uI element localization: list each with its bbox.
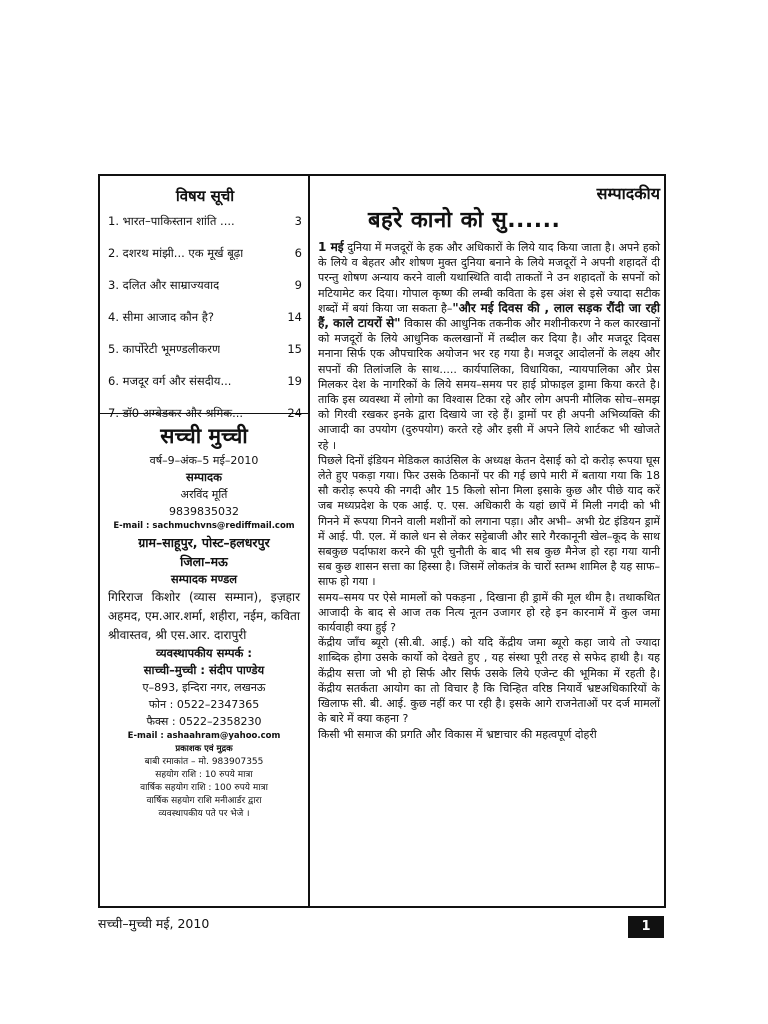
toc-item-label: 3. दलित और साम्राज्यवाद (108, 278, 220, 292)
management-fax: फैक्स : 0522–2358230 (146, 715, 262, 728)
paragraph: किसी भी समाज की प्रगति और विकास में भ्रष्टाचार की महत्वपूर्ण दोहरी (318, 727, 597, 741)
issue-info: वर्ष–9–अंक–5 मई–2010 (149, 454, 259, 467)
toc-item-label: 6. मजदूर वर्ग और संसदीय... (108, 374, 232, 388)
footer-text: सच्ची–मुच्ची मई, 2010 (98, 916, 210, 931)
publisher-name: बाबी रमाकांत – मो. 983907355 (144, 757, 264, 767)
toc-item-label: 5. कार्पोरेटी भूमण्डलीकरण (108, 342, 221, 356)
section-label: सम्पादकीय (596, 184, 660, 203)
paragraph-text: दुनिया में मजदूरों के हक और अधिकारों के लिये याद किया जाता है। अपने हको के लिये व बेहतर और शोषण मुक्त दुनिया बनाने के लिये मजदूरों ने अपनी शहादतें दी परन्तु शोषण अन्याय करने वाली यथास्थिति वादी ताकतों ने उन शहादतों के सपनों को मटियामेट कर दिया। गोपाल कृष्ण की लम्बी कविता के इस अंश से इसे ज्यादा सटीक शब्दों में बयां किया जा सकता है– (318, 241, 660, 315)
support-line: सहयोग राशि : 10 रुपये मात्रा (155, 770, 253, 780)
page-number: 1 (628, 916, 664, 938)
magazine-name: सच्ची मुच्ची (160, 424, 248, 448)
editorial-headline: बहरे कानो को सु...... (368, 208, 561, 233)
editor-email: E-mail : sachmuchvns@rediffmail.com (113, 521, 295, 531)
toc-item-page: 14 (287, 310, 302, 324)
toc-item-page: 9 (294, 278, 302, 292)
toc-item-page: 6 (294, 246, 302, 260)
paragraph: समय–समय पर ऐसे मामलों को पकड़ना , दिखाना ही ड्रामें की मूल थीम है। तथाकथित आजादी के बाद से आज तक नित्य नूतन उजागर हो रहे इन कारनामें में कुल जमा कार्यवाही क्या हुई ? (318, 590, 660, 635)
toc-item[interactable] (108, 278, 302, 292)
village-address: ग्राम–साहूपुर, पोस्ट–हलधरपुर (138, 535, 270, 550)
management-label: व्यवस्थापकीय सम्पर्क : (156, 646, 252, 660)
paragraph (318, 240, 660, 453)
management-phone: फोन : 0522–2347365 (148, 698, 260, 711)
toc-item-label: 2. दशरथ मांझी... एक मूर्ख बूढ़ा (108, 246, 244, 260)
toc-item-label: 1. भारत–पाकिस्तान शांति .... (108, 214, 235, 228)
publisher-label: प्रकाशक एवं मुद्रक (175, 744, 233, 754)
toc-item-page: 15 (287, 342, 302, 356)
editor-label: सम्पादक (186, 470, 222, 484)
toc-item[interactable] (108, 246, 302, 260)
management-address: ए–893, इन्दिरा नगर, लखनऊ (142, 681, 266, 694)
board-label: सम्पादक मण्डल (170, 572, 238, 586)
paragraph: केंद्रीय जाँच ब्यूरो (सी.बी. आई.) को यदि केंद्रीय जमा ब्यूरो कहा जाये तो ज्यादा शाब्दिक होगा उसके कार्यो को देखते हुए , यह संस्था पूरी तरह से सफेद हाथी है। यह केंद्रीय सत्ता जो भी हो सिर्फ और सिर्फ उसके लिये एजेन्ट की भूमिका में रहती है। केंद्रीय सतर्कता आयोग का तो विचार है कि चिन्हित वरिष्ठ नियार्वे भ्रष्टअधिकारियों के खिलाफ सी. बी. आई. कुछ नहीं कर पा रही है। इसके आगे राजनेताओं पर दर्ज मामलों के बारे में क्या कहना ? (318, 636, 660, 726)
support-line: वार्षिक सहयोग राशि मनीआर्डर द्वारा (146, 796, 262, 806)
toc-item-page: 3 (294, 214, 302, 228)
poem-quote: "और मई दिवस की , लाल सड़क रौंदी जा रही हैं, काले टायरों से" (318, 300, 660, 331)
toc-item[interactable] (108, 310, 302, 324)
lead-text: 1 मई (318, 240, 344, 254)
toc-item[interactable] (108, 214, 302, 228)
masthead (100, 414, 308, 821)
paragraph-text: विकास की आधुनिक तकनीक और मशीनीकरण ने कल कारखानों को मजदूरों के लिये आधुनिक कत्लखानों में तब्दील कर दिया है। और मजदूर दिवस मनाना सिर्फ एक औपचारिक अयोजन भर रह गया है। मजदूर आदोलनों के लक्ष्य और सपनों की तिलांजलि के साथ..... कार्यपालिका, विधायिका, न्यायपालिका और प्रेस मिलकर देश के नागरिकों के लिये समय–समय पर हाई प्रोफाइल ड्रामा किया करते है। ताकि इस व्यवस्था में लोगो का विश्वास टिका रहे और लोग अपनी मौलिक सोच–समझ को गिरवी रखकर इनके द्वारा दिखाये जा रहे हैं। ड्रामों पर ही अपनी अभिव्यक्ति की आजादी का उपयोग (दुरुपयोग) करते रहे और इसी में अपने लिये शार्टकट भी खोजते रहे । (318, 317, 660, 452)
district: जिला–मऊ (180, 554, 228, 569)
toc-item[interactable] (108, 342, 302, 356)
page-frame (98, 174, 666, 908)
sidebar (100, 176, 310, 906)
toc-item-label: 7. डॉ0 अम्बेडकर और श्रमिक... (108, 406, 244, 420)
toc-item-label: 4. सीमा आजाद कौन है? (108, 310, 214, 324)
table-of-contents (100, 176, 308, 420)
toc-item-page: 19 (287, 374, 302, 388)
support-line: वार्षिक सहयोग राशि : 100 रुपये मात्रा (140, 783, 268, 793)
board-members: गिरिराज किशोर (व्यास सम्मान), इज़हार अहमद, एम.आर.शर्मा, शहीरा, नईम, कविता श्रीवास्तव, श्री एस.आर. दारापुरी (108, 590, 300, 642)
management-name: साच्ची–मुच्ची : संदीप पाण्डेय (143, 663, 265, 677)
toc-title: विषय सूची (175, 187, 235, 205)
support-line: व्यवस्थापकीय पते पर भेजे । (158, 809, 250, 819)
paragraph: पिछले दिनों इंडियन मेडिकल काउंसिल के अध्यक्ष केतन देसाई को दो करोड़ रूपया घूस लेते हुए पकड़ा गया। फिर उसके ठिकानों पर की गई छापे मारी में बताया गया कि 18 सौ करोड़ रूपये की नगदी और 15 किलो सोना मिला इसाके कुछ और पीछे याद करें जब मध्यप्रदेश के एक आई. ए. एस. अधिकारी के यहां छापें में मिली नगदी को भी गिनने में रूपया गिनने वाली मशीनों को लगाना पड़ा। और अभी– अभी ग्रेट इंडियन ड्रामें में आई. पी. एल. में काले धन से लेकर सट्टेबाजी और सारे गैरकानूनी खेल–कूद के साथ सबकुछ पर्दाफाश करने की पूरी चुनौती के बाद भी सब कुछ मैनेज हो रहा गया यानी सब कुछ शासन सत्ता का हिस्सा है। जिसमें लोकतंत्र के चारों स्तम्भ शामिल है यह साफ–साफ हो गया । (318, 453, 660, 589)
editor-phone: 9839835032 (169, 505, 239, 518)
editor-name: अरविंद मूर्ति (180, 488, 228, 501)
management-email: E-mail : ashaahram@yahoo.com (127, 731, 281, 741)
editorial-column (314, 176, 660, 742)
toc-item-page: 24 (287, 406, 302, 420)
editorial-body (318, 240, 660, 742)
toc-item[interactable] (108, 374, 302, 388)
